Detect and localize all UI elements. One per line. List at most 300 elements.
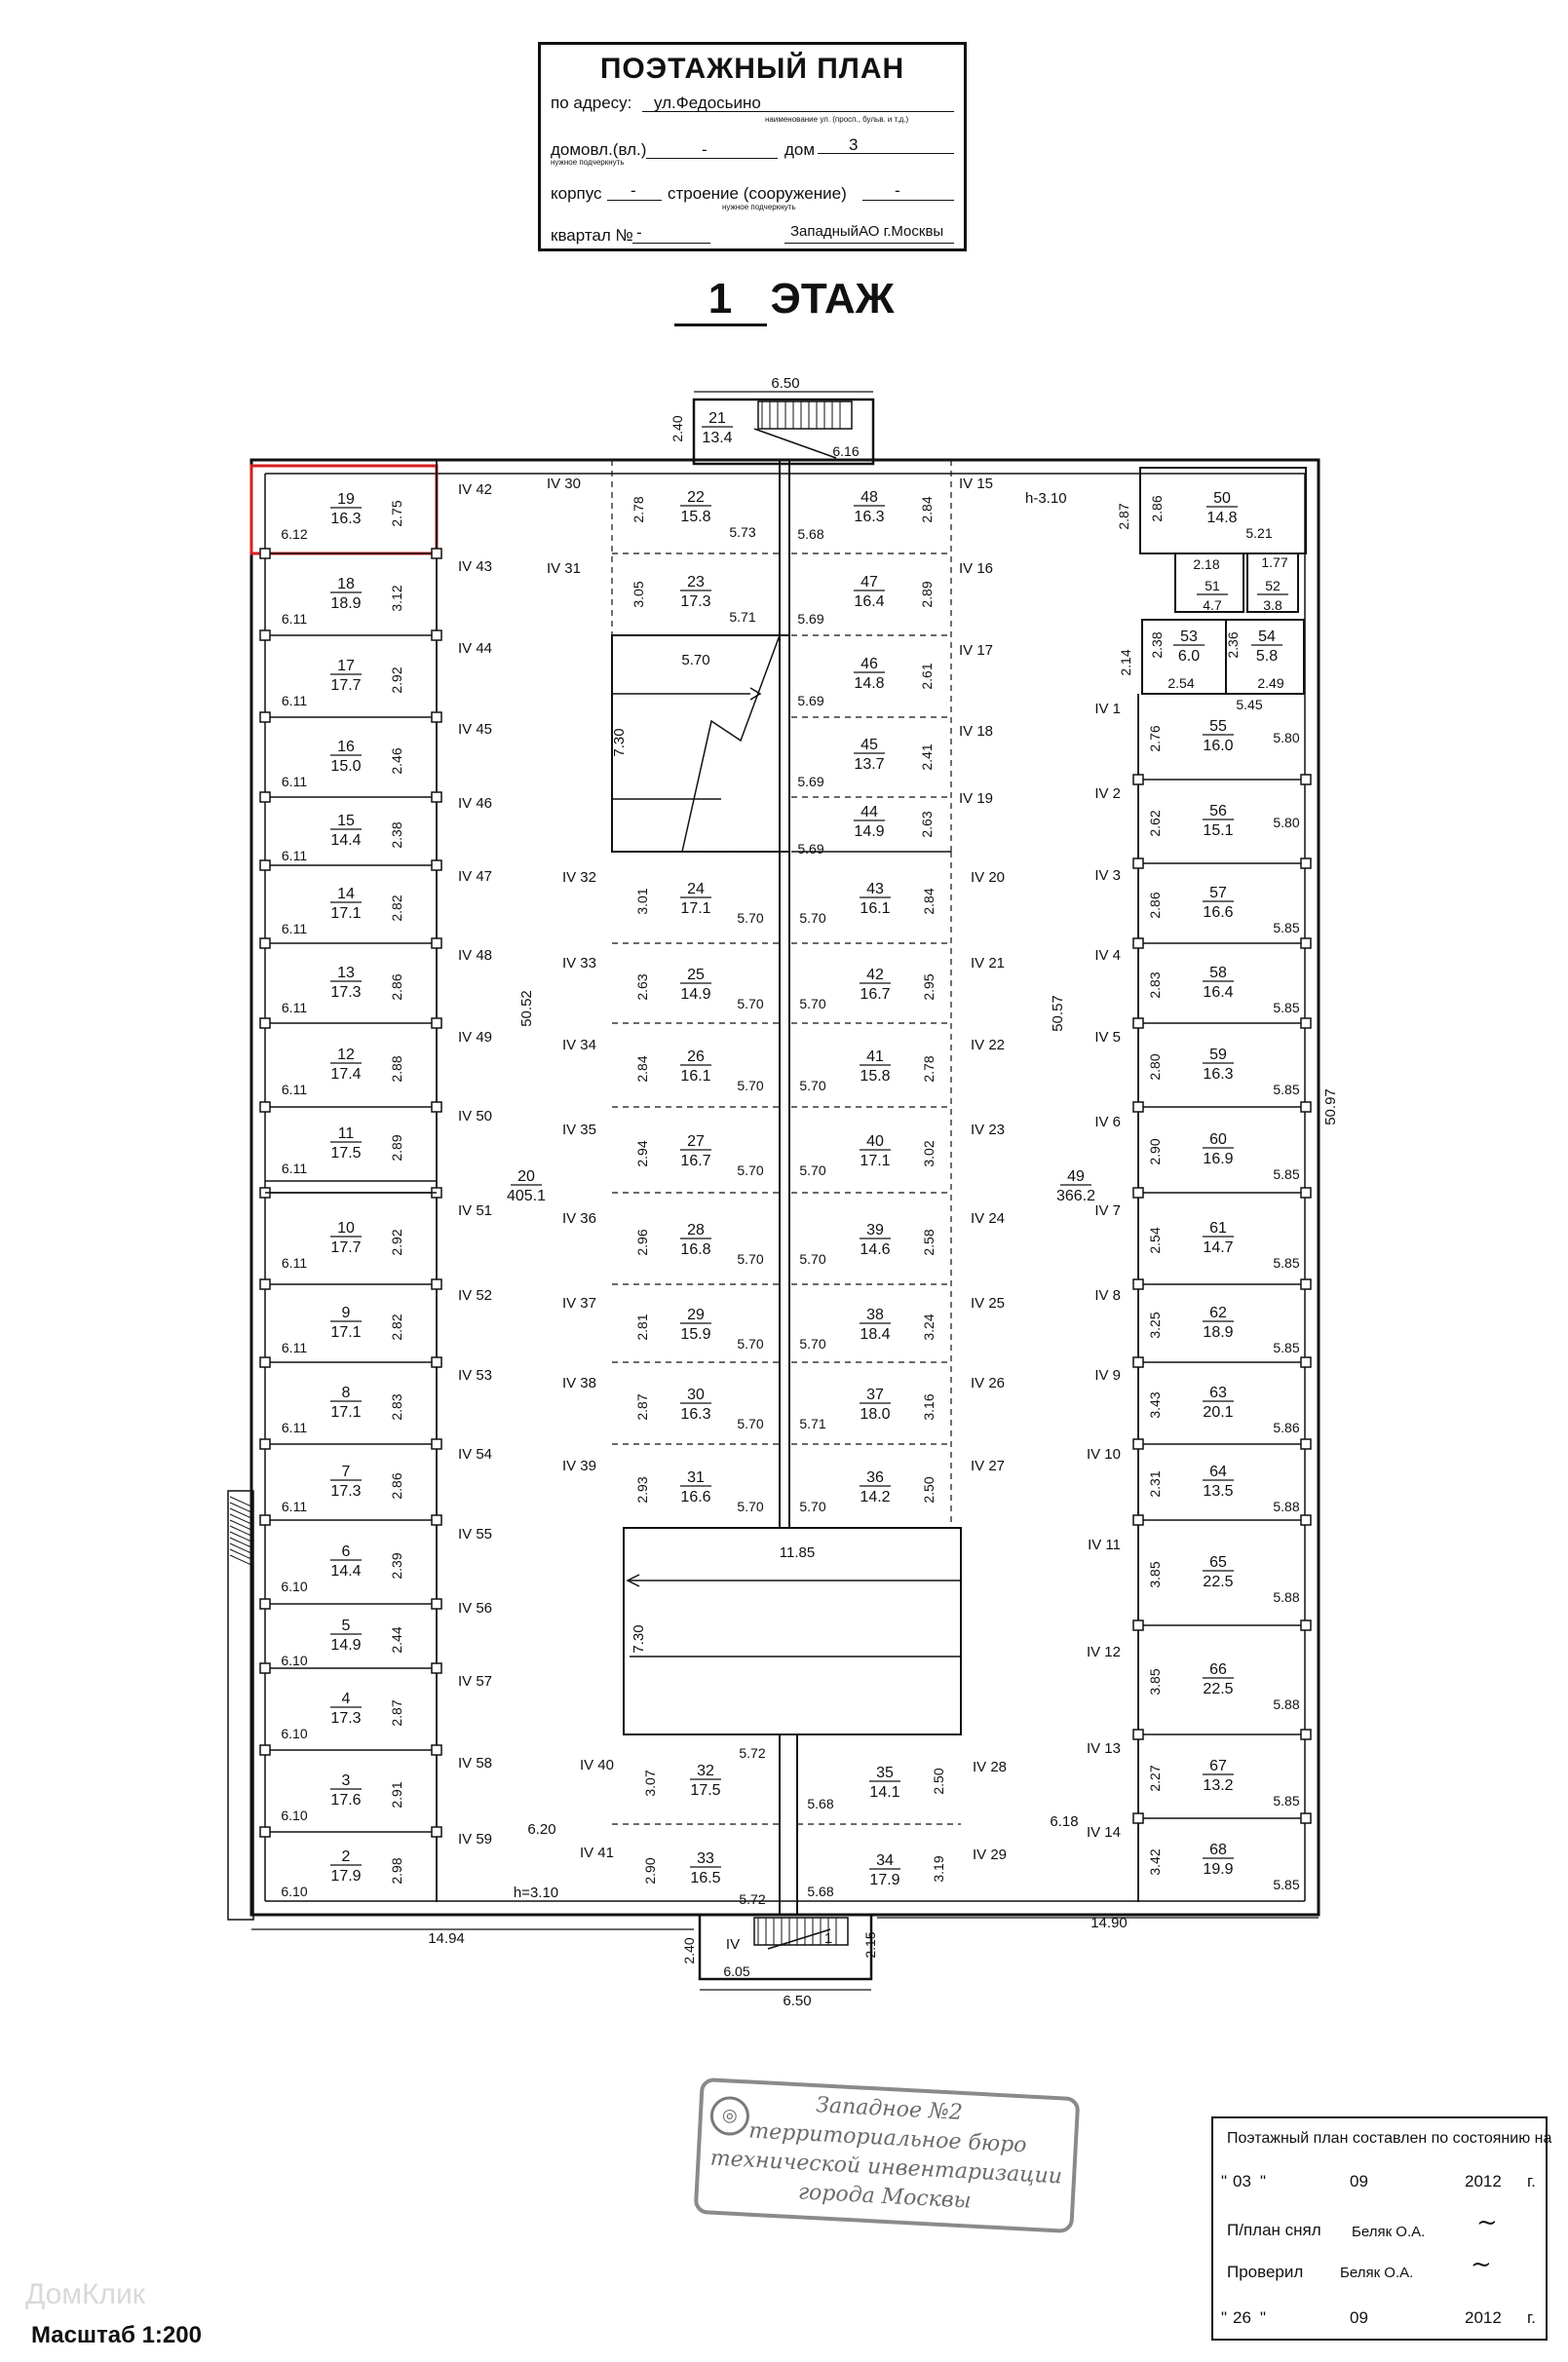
date2-year: 2012 [1465,2308,1502,2327]
parking-label-22: IV 30 [546,476,581,492]
unit-67-depth: 2.27 [1147,1765,1163,1792]
column-marker [432,1018,441,1028]
column-marker [432,860,441,870]
unit-33-width: 5.72 [739,1891,766,1907]
unit-25-depth: 2.63 [634,973,650,1001]
top-stair-inner: 6.16 [832,443,860,459]
unit-3-width: 6.10 [281,1808,308,1823]
address-note: наименование ул. (просп., бульв. и т.д.) [765,115,909,124]
bottom-stair-width: 6.50 [783,1993,812,2009]
column-marker [432,1279,441,1289]
column-marker [1133,1279,1143,1289]
unit-48-number: 48 [860,489,878,506]
upper-ramp-width: 5.70 [681,652,710,668]
unit-25-number: 25 [687,967,705,983]
column-marker [1133,1188,1143,1198]
unit-39-number: 39 [866,1222,884,1238]
date2-month: 09 [1350,2308,1368,2327]
unit-34-width: 5.68 [807,1884,834,1899]
unit-6-depth: 2.39 [389,1552,404,1580]
unit-25-width: 5.70 [737,996,764,1011]
unit-58-area: 16.4 [1203,984,1234,1001]
unit-45-area: 13.7 [854,756,885,773]
column-marker [260,1102,270,1112]
unit-38-width: 5.70 [799,1336,826,1352]
left-stair-step [230,1543,251,1553]
unit-45-width: 5.69 [797,774,824,789]
date2-day: 26 [1233,2308,1251,2327]
unit-31-depth: 2.93 [634,1476,650,1504]
unit-57-width: 5.85 [1273,920,1300,935]
unit-13-number: 13 [337,965,355,981]
column-marker [1301,1279,1311,1289]
parking-label-r10: IV 10 [1086,1446,1121,1463]
date1-year: 2012 [1465,2172,1502,2191]
checked-label: Проверил [1227,2263,1304,2281]
unit-40-depth: 3.02 [921,1140,937,1167]
unit-38-area: 18.4 [860,1326,891,1343]
unit-12-number: 12 [337,1047,355,1063]
unit-55-area: 16.0 [1203,738,1234,754]
unit-7-width: 6.11 [281,1499,308,1514]
unit-9-area: 17.1 [330,1324,362,1341]
top-stair-width: 6.50 [771,375,800,392]
unit-47-area: 16.4 [854,593,885,610]
unit-36-area: 14.2 [860,1489,891,1505]
column-marker [1133,1439,1143,1449]
unit-4-area: 17.3 [330,1710,362,1727]
parking-label-40: IV 23 [971,1122,1006,1138]
parking-label-33: IV 41 [579,1845,614,1861]
room-54-dim-b: 2.49 [1257,675,1284,691]
unit-30-width: 5.70 [737,1416,764,1431]
unit-14-depth: 2.82 [389,895,404,922]
unit-27-depth: 2.94 [634,1140,650,1167]
unit-8-number: 8 [341,1385,351,1401]
unit-31-width: 5.70 [737,1499,764,1514]
unit-17-width: 6.11 [281,693,308,708]
unit-16-width: 6.11 [281,774,308,789]
unit-37-width: 5.71 [799,1416,826,1431]
unit-47-number: 47 [860,574,878,590]
unit-38-number: 38 [866,1307,884,1323]
room-51-area: 4.7 [1203,597,1222,613]
parking-label-27: IV 35 [561,1122,596,1138]
column-marker [1301,1357,1311,1367]
column-marker [432,1439,441,1449]
corridor-left-length: 50.52 [518,990,535,1027]
unit-32-number: 32 [697,1763,714,1779]
parking-label-48: IV 48 [458,947,493,964]
status-box [1211,2116,1552,2341]
unit-57-number: 57 [1209,885,1227,901]
room-53-number: 53 [1180,629,1198,645]
unit-16-depth: 2.46 [389,747,404,775]
unit-5-depth: 2.44 [389,1626,404,1654]
unit-7-depth: 2.86 [389,1472,404,1500]
room-21-area: 13.4 [702,430,733,446]
unit-27-area: 16.7 [680,1153,711,1169]
unit-33-number: 33 [697,1850,714,1867]
unit-7-number: 7 [341,1464,351,1480]
unit-29-number: 29 [687,1307,705,1323]
unit-66-depth: 3.85 [1147,1668,1163,1695]
room-54-number: 54 [1258,629,1276,645]
unit-65-depth: 3.85 [1147,1561,1163,1588]
room-50-number: 50 [1213,490,1231,507]
stroenie-value: - [895,181,900,200]
unit-24-depth: 3.01 [634,888,650,915]
column-marker [432,1102,441,1112]
bottom-stair-side-right: 2.15 [862,1931,878,1959]
column-marker [1133,1357,1143,1367]
room-51-number: 51 [1205,578,1220,593]
unit-14-area: 17.1 [330,905,362,922]
unit-4-width: 6.10 [281,1726,308,1741]
unit-41-width: 5.70 [799,1078,826,1093]
unit-4-number: 4 [341,1691,351,1707]
unit-64-width: 5.88 [1273,1499,1300,1514]
room-53-area: 6.0 [1177,648,1201,665]
unit-18-area: 18.9 [330,595,362,612]
unit-14-width: 6.11 [281,921,308,936]
column-marker [1133,1515,1143,1525]
unit-62-depth: 3.25 [1147,1312,1163,1339]
unit-15-width: 6.11 [281,848,308,863]
bottom-stair-room-roman: IV [725,1936,741,1953]
unit-37-number: 37 [866,1387,884,1403]
unit-34-depth: 3.19 [931,1855,946,1883]
unit-48-depth: 2.84 [919,496,935,523]
corridor-right-width: 6.18 [1050,1813,1079,1830]
left-stair-step [230,1538,251,1547]
column-marker [1133,1730,1143,1739]
parking-label-r13: IV 13 [1086,1740,1121,1757]
unit-17-area: 17.7 [330,677,362,694]
unit-68-number: 68 [1209,1842,1227,1858]
stamp-line-2: территориальное бюро [747,2118,1028,2158]
column-marker [1133,1018,1143,1028]
unit-48-width: 5.68 [797,526,824,542]
unit-67-number: 67 [1209,1758,1227,1774]
unit-29-depth: 2.81 [634,1314,650,1341]
corridor-20-area: 405.1 [506,1188,547,1204]
unit-41-area: 15.8 [860,1068,891,1085]
unit-45-number: 45 [860,737,878,753]
unit-17-number: 17 [337,658,355,674]
parking-label-42: IV 42 [458,481,493,498]
unit-40-area: 17.1 [860,1153,891,1169]
unit-56-width: 5.80 [1273,815,1300,830]
unit-65-area: 22.5 [1203,1574,1234,1590]
parking-label-52: IV 52 [458,1287,493,1304]
column-marker [260,630,270,640]
unit-63-number: 63 [1209,1385,1227,1401]
stroenie-note: нужное подчеркнуть [722,203,796,211]
unit-9-width: 6.11 [281,1340,308,1355]
unit-4-depth: 2.87 [389,1699,404,1727]
column-marker [432,1357,441,1367]
unit-5-width: 6.10 [281,1653,308,1668]
column-marker [260,1827,270,1837]
unit-35-area: 14.1 [869,1784,900,1801]
unit-58-width: 5.85 [1273,1000,1300,1015]
unit-34-area: 17.9 [869,1872,900,1888]
korpus-label: корпус [551,184,602,203]
unit-19-width: 6.12 [281,526,308,542]
unit-12-area: 17.4 [330,1066,362,1083]
dom-value: 3 [849,135,859,154]
column-marker [1301,938,1311,948]
unit-12-width: 6.11 [281,1082,308,1097]
parking-label-51: IV 51 [458,1202,493,1219]
unit-13-depth: 2.86 [389,973,404,1001]
parking-label-r4: IV 4 [1094,947,1121,964]
parking-label-47: IV 47 [458,868,493,885]
parking-label-23: IV 31 [546,560,581,577]
parking-label-57: IV 57 [458,1673,493,1690]
unit-22-depth: 2.78 [631,496,646,523]
left-stair-step [230,1532,251,1542]
corridor-left-height: h=3.10 [513,1885,559,1901]
unit-8-width: 6.11 [281,1420,308,1435]
unit-56-number: 56 [1209,803,1227,819]
parking-label-41: IV 22 [971,1037,1006,1053]
top-stair-arrow [754,429,836,458]
unit-59-width: 5.85 [1273,1082,1300,1097]
surveyed-name: Беляк О.А. [1352,2224,1426,2240]
unit-34-number: 34 [876,1852,894,1869]
address-value: ул.Федосьино [654,94,761,112]
parking-label-38: IV 25 [971,1295,1006,1312]
unit-64-number: 64 [1209,1464,1227,1480]
parking-label-54: IV 54 [458,1446,493,1463]
stamp-line-4: города Москвы [797,2180,973,2214]
unit-42-depth: 2.95 [921,973,937,1001]
unit-22-area: 15.8 [680,509,711,525]
unit-13-width: 6.11 [281,1000,308,1015]
floor-number: 1 [674,275,767,326]
column-marker [260,1745,270,1755]
column-marker [1301,1620,1311,1630]
column-marker [1301,775,1311,784]
unit-11-number: 11 [337,1125,355,1142]
column-marker [1301,1102,1311,1112]
left-stair-step [230,1503,251,1512]
unit-55-depth: 2.76 [1147,725,1163,752]
unit-60-depth: 2.90 [1147,1138,1163,1165]
unit-28-area: 16.8 [680,1241,711,1258]
unit-26-number: 26 [687,1048,705,1065]
parking-label-43: IV 20 [971,869,1006,886]
unit-62-number: 62 [1209,1305,1227,1321]
domovl-value: - [702,140,708,159]
status-title: Поэтажный план составлен по состоянию на [1227,2130,1552,2147]
overall-bottom-left: 14.94 [428,1930,465,1947]
unit-23-number: 23 [687,574,705,590]
top-stair-flight [758,401,852,429]
unit-9-depth: 2.82 [389,1314,404,1341]
parking-label-44: IV 44 [458,640,493,657]
unit-2-number: 2 [341,1848,351,1865]
parking-label-43: IV 43 [458,558,493,575]
parking-label-34: IV 29 [973,1847,1008,1863]
column-marker [1301,1515,1311,1525]
parking-label-r1: IV 1 [1094,701,1121,717]
highlight-unit-19 [251,466,437,553]
unit-18-width: 6.11 [281,611,308,627]
unit-57-depth: 2.86 [1147,892,1163,919]
unit-63-depth: 3.43 [1147,1391,1163,1419]
unit-43-width: 5.70 [799,910,826,926]
checked-signature: ~ [1471,2250,1492,2279]
left-external-stair [228,1491,253,1920]
unit-23-depth: 3.05 [631,581,646,608]
unit-2-area: 17.9 [330,1868,362,1885]
unit-32-depth: 3.07 [642,1770,658,1797]
parking-label-45: IV 45 [458,721,493,738]
column-marker [1301,1813,1311,1823]
unit-35-width: 5.68 [807,1796,834,1811]
unit-33-area: 16.5 [690,1870,721,1886]
unit-17-depth: 2.92 [389,667,404,694]
room-54-dim-a: 2.36 [1225,631,1241,659]
unit-5-number: 5 [341,1618,351,1634]
unit-3-depth: 2.91 [389,1781,404,1809]
column-marker [432,938,441,948]
unit-57-area: 16.6 [1203,904,1234,921]
top-stair-side: 2.40 [669,415,685,442]
parking-label-48: IV 15 [959,476,994,492]
bottom-stair-room-number: 1 [823,1930,833,1947]
column-marker [260,712,270,722]
unit-66-width: 5.88 [1273,1696,1300,1712]
room-21-number: 21 [708,410,726,427]
kvartal-label: квартал № [551,226,633,245]
date1-open-quote: " [1221,2172,1228,2191]
unit-67-width: 5.85 [1273,1793,1300,1809]
column-marker [1133,1813,1143,1823]
unit-24-number: 24 [687,881,705,897]
bottom-stair-inner-width: 6.05 [723,1963,750,1979]
domovl-label: домовл.(вл.) [551,140,647,159]
date2-open-quote: " [1221,2308,1228,2327]
overall-bottom-right: 14.90 [1090,1915,1128,1931]
parking-label-31: IV 39 [561,1458,596,1474]
unit-59-area: 16.3 [1203,1066,1234,1083]
column-marker [1133,938,1143,948]
unit-64-area: 13.5 [1203,1483,1234,1500]
unit-11-width: 6.11 [281,1161,308,1176]
kvartal-value: - [636,223,642,242]
parking-label-24: IV 32 [561,869,596,886]
parking-label-r9: IV 9 [1094,1367,1121,1384]
floor-label: ЭТАЖ [770,275,895,323]
unit-38-depth: 3.24 [921,1314,937,1341]
unit-28-number: 28 [687,1222,705,1238]
date2-close-quote: " [1260,2308,1267,2327]
left-stair-step [230,1508,251,1518]
unit-47-depth: 2.89 [919,581,935,608]
unit-36-depth: 2.50 [921,1476,937,1504]
unit-33-depth: 2.90 [642,1857,658,1885]
bottom-stair-side-left: 2.40 [681,1937,697,1964]
parking-label-55: IV 55 [458,1526,493,1543]
unit-39-depth: 2.58 [921,1229,937,1256]
column-marker [260,549,270,558]
column-marker [1133,858,1143,868]
unit-26-width: 5.70 [737,1078,764,1093]
unit-13-area: 17.3 [330,984,362,1001]
room-50-dim-b: 2.86 [1149,495,1165,522]
corridor-49-area: 366.2 [1055,1188,1096,1204]
unit-42-area: 16.7 [860,986,891,1003]
unit-35-depth: 2.50 [931,1768,946,1795]
scale-label: Масштаб 1:200 [31,2322,202,2348]
left-stair-step [230,1497,251,1506]
unit-27-width: 5.70 [737,1162,764,1178]
column-marker [1301,858,1311,868]
unit-36-width: 5.70 [799,1499,826,1514]
date1-close-quote: " [1260,2172,1267,2191]
column-marker [1301,1730,1311,1739]
unit-36-number: 36 [866,1469,884,1486]
room-52-dim: 1.77 [1261,554,1288,570]
parking-label-29: IV 37 [561,1295,596,1312]
unit-28-depth: 2.96 [634,1229,650,1256]
parking-label-45: IV 18 [959,723,994,740]
unit-56-depth: 2.62 [1147,810,1163,837]
unit-46-number: 46 [860,656,878,672]
unit-68-area: 19.9 [1203,1861,1234,1878]
column-marker [260,938,270,948]
unit-31-number: 31 [687,1469,705,1486]
date1-month: 09 [1350,2172,1368,2191]
unit-19-number: 19 [337,491,355,508]
unit-68-depth: 3.42 [1147,1848,1163,1876]
parking-label-44: IV 19 [959,790,994,807]
left-stair-step [230,1555,251,1565]
room-51-dim: 2.18 [1193,556,1220,572]
stamp-line-1: Западное №2 [815,2093,964,2125]
stamp-line-3: технической инвентаризации [709,2146,1063,2190]
unit-19-area: 16.3 [330,511,362,527]
unit-44-width: 5.69 [797,841,824,857]
unit-16-area: 15.0 [330,758,362,775]
surveyed-signature: ~ [1476,2208,1498,2237]
parking-label-50: IV 50 [458,1108,493,1124]
column-marker [260,1439,270,1449]
unit-15-depth: 2.38 [389,821,404,849]
parking-label-r6: IV 6 [1094,1114,1121,1130]
column-marker [432,1827,441,1837]
unit-10-depth: 2.92 [389,1229,404,1256]
unit-44-depth: 2.63 [919,811,935,838]
parking-label-r7: IV 7 [1094,1202,1121,1219]
column-marker [260,1279,270,1289]
unit-37-depth: 3.16 [921,1393,937,1421]
unit-41-depth: 2.78 [921,1055,937,1083]
parking-label-56: IV 56 [458,1600,493,1617]
unit-61-width: 5.85 [1273,1255,1300,1271]
date2-suffix: г. [1527,2308,1536,2327]
parking-label-46: IV 17 [959,642,994,659]
unit-11-area: 17.5 [330,1145,362,1162]
column-marker [432,549,441,558]
unit-6-area: 14.4 [330,1563,362,1580]
surveyed-label: П/план снял [1227,2221,1321,2239]
room-53-dim-b: 2.38 [1149,631,1165,659]
